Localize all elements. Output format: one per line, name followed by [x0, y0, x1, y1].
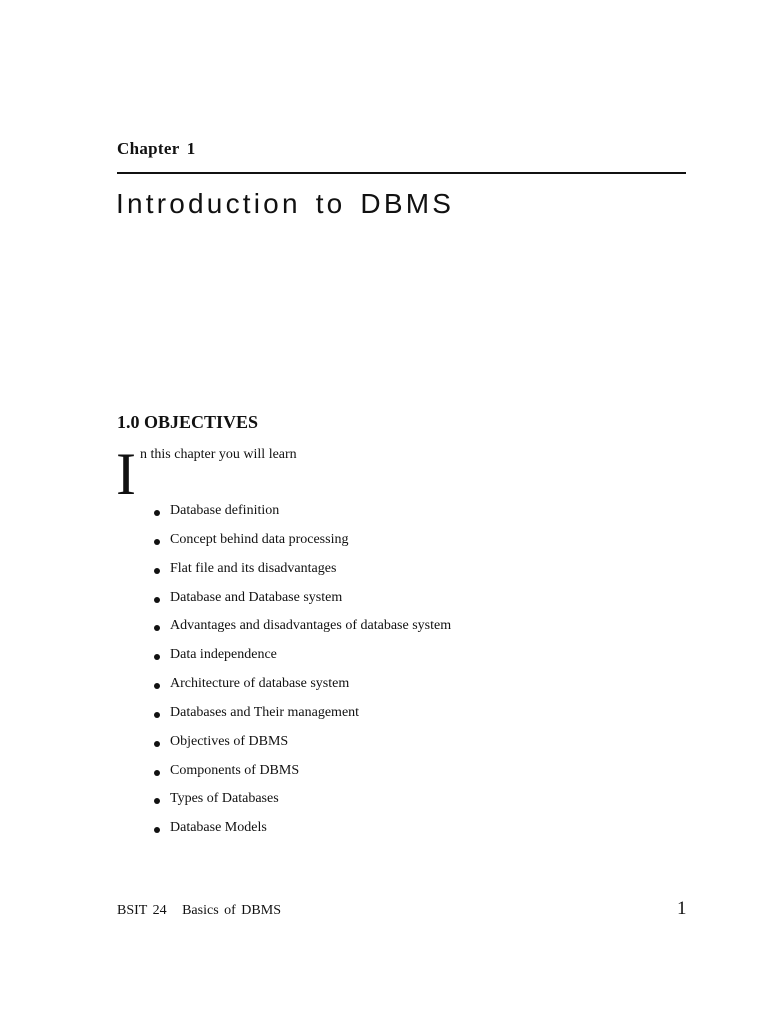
list-item-text: Data independence — [170, 647, 277, 663]
bullet-icon — [154, 654, 160, 660]
list-item-text: Flat file and its disadvantages — [170, 560, 337, 576]
list-item-text: Database and Database system — [170, 589, 343, 605]
chapter-title: Introduction to DBMS — [116, 188, 455, 219]
page-number: 1 — [677, 898, 687, 919]
list-item-text: Objectives of DBMS — [170, 733, 289, 749]
page-footer — [117, 903, 281, 919]
bullet-icon — [154, 770, 160, 776]
bullet-icon — [154, 712, 160, 718]
list-item — [154, 532, 451, 561]
bullet-icon — [154, 741, 160, 747]
bullet-icon — [154, 510, 160, 516]
list-item — [154, 763, 451, 792]
bullet-icon — [154, 597, 160, 603]
list-item — [154, 503, 451, 532]
list-item — [154, 705, 451, 734]
list-item-text: Types of Databases — [170, 791, 279, 807]
list-item — [154, 676, 451, 705]
chapter-divider — [117, 172, 686, 174]
intro-dropcap: I — [116, 441, 136, 507]
list-item — [154, 647, 451, 676]
list-item — [154, 734, 451, 763]
bullet-icon — [154, 625, 160, 631]
list-item — [154, 590, 451, 619]
list-item-text: Components of DBMS — [170, 762, 300, 778]
bullet-icon — [154, 568, 160, 574]
intro-text: n this chapter you will learn — [140, 447, 297, 462]
objectives-list — [154, 503, 451, 849]
course-name: Basics of DBMS — [182, 903, 281, 918]
bullet-icon — [154, 827, 160, 833]
bullet-icon — [154, 798, 160, 804]
list-item-text: Advantages and disadvantages of database system — [170, 618, 452, 634]
bullet-icon — [154, 539, 160, 545]
list-item-text: Architecture of database system — [170, 676, 350, 692]
section-heading: 1.0 OBJECTIVES — [117, 412, 259, 432]
list-item-text: Databases and Their management — [170, 704, 360, 720]
list-item-text: Database Models — [170, 820, 267, 836]
list-item-text: Database definition — [170, 503, 280, 518]
list-item — [154, 791, 451, 820]
list-item — [154, 820, 451, 849]
bullet-icon — [154, 683, 160, 689]
list-item — [154, 618, 451, 647]
list-item-text: Concept behind data processing — [170, 531, 349, 547]
chapter-label: Chapter 1 — [117, 139, 196, 158]
course-code: BSIT 24 — [117, 903, 167, 918]
list-item — [154, 561, 451, 590]
